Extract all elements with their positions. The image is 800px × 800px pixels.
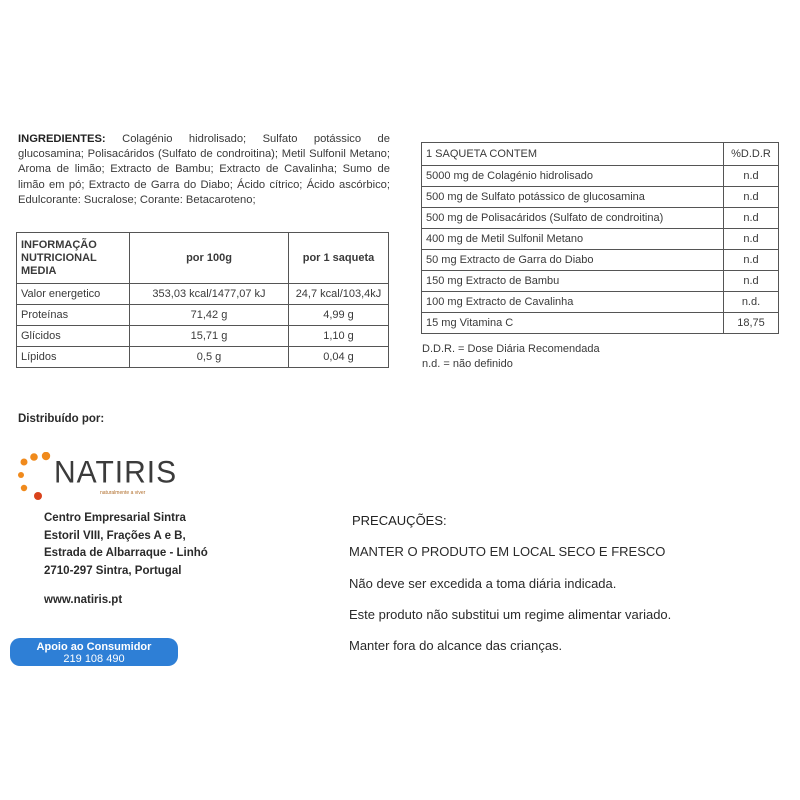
table-row (17, 347, 389, 368)
table-row (422, 187, 779, 208)
table-row (422, 250, 779, 271)
precautions-title: PRECAUÇÕES: (352, 513, 447, 528)
sachet-item: 400 mg de Metil Sulfonil Metano (422, 229, 724, 250)
table-row (17, 326, 389, 347)
distributor-address (44, 510, 208, 580)
nutrient-per100: 0,5 g (130, 347, 289, 368)
sachet-header-dr: %D.D.R (724, 143, 779, 166)
precaution-line: Manter fora do alcance das crianças. (349, 638, 563, 653)
legend-ddr: D.D.R. = Dose Diária Recomendada (422, 343, 600, 355)
table-row (422, 229, 779, 250)
logo-dots-icon (18, 452, 58, 500)
sachet-item: 500 mg de Sulfato potássico de glucosamina (422, 187, 724, 208)
precaution-line: MANTER O PRODUTO EM LOCAL SECO E FRESCO (349, 544, 666, 559)
sachet-dr: n.d (724, 271, 779, 292)
legend-nd: n.d. = não definido (422, 358, 513, 370)
logo-tagline: naturalmente a viver (100, 490, 146, 496)
address-line: Centro Empresarial Sintra (44, 512, 186, 524)
sachet-item: 50 mg Extracto de Garra do Diabo (422, 250, 724, 271)
sachet-dr: n.d. (724, 292, 779, 313)
table-row (422, 208, 779, 229)
sachet-item: 500 mg de Polisacáridos (Sulfato de condroitina) (422, 208, 724, 229)
website-link[interactable]: www.natiris.pt (44, 594, 123, 606)
ingredients-label: INGREDIENTES: (18, 133, 106, 145)
nutrient-name: Proteínas (17, 305, 130, 326)
consumer-support-badge (10, 638, 178, 666)
address-line: Estrada de Albarraque - Linhó (44, 547, 208, 560)
distributed-by-label: Distribuído por: (18, 413, 105, 425)
nutrient-persachet: 0,04 g (289, 347, 389, 368)
sachet-dr: 18,75 (724, 313, 779, 334)
support-label: Apoio ao Consumidor (36, 641, 152, 653)
table-row (17, 284, 389, 305)
sachet-dr: n.d (724, 187, 779, 208)
nutrient-persachet: 1,10 g (289, 326, 389, 347)
sachet-item: 150 mg Extracto de Bambu (422, 271, 724, 292)
ingredients-text (18, 132, 390, 208)
table-row (422, 271, 779, 292)
sachet-dr: n.d (724, 250, 779, 271)
nutrient-name: Glícidos (17, 326, 130, 347)
address-line: 2710-297 Sintra, Portugal (44, 564, 182, 577)
sachet-legend (422, 342, 600, 372)
nutrient-persachet: 4,99 g (289, 305, 389, 326)
nutrient-name: Lípidos (17, 347, 130, 368)
sachet-header-row (422, 143, 779, 166)
nutrient-per100: 353,03 kcal/1477,07 kJ (130, 284, 289, 305)
nutrient-per100: 71,42 g (130, 305, 289, 326)
nutrition-header-persachet: por 1 saqueta (289, 233, 389, 284)
precaution-line: Este produto não substitui um regime alimentar variado. (349, 607, 672, 622)
nutrition-header-row (17, 233, 389, 284)
sachet-table (421, 142, 779, 334)
ingredients-list: Colagénio hidrolisado; Sulfato potássico de glucosamina; Polisacáridos (Sulfato de condroitina); Metil Sulfonil Metano; Aroma de limão; Extracto de Bambu; Extracto de Cavalinha; Sumo de limão em pó; Extracto de Garra do Diabo; Ácido cítrico; Ácido ascórbico; Edulcorante: Sucralose; Corante: Betacaroteno; (18, 133, 391, 206)
nutrient-per100: 15,71 g (130, 326, 289, 347)
nutrient-name: Valor energetico (17, 284, 130, 305)
address-line: Estoril VIII, Frações A e B, (44, 529, 186, 542)
logo-brand-text: NATIRIS (54, 455, 178, 490)
sachet-item: 15 mg Vitamina C (422, 313, 724, 334)
table-row (422, 313, 779, 334)
sachet-header-content: 1 SAQUETA CONTEM (422, 143, 724, 166)
natiris-logo (18, 452, 188, 500)
table-row (422, 166, 779, 187)
nutrition-header-info: INFORMAÇÃO NUTRICIONAL MEDIA (17, 233, 130, 284)
sachet-item: 100 mg Extracto de Cavalinha (422, 292, 724, 313)
nutrition-table (16, 232, 389, 368)
sachet-dr: n.d (724, 166, 779, 187)
nutrient-persachet: 24,7 kcal/103,4kJ (289, 284, 389, 305)
sachet-dr: n.d (724, 208, 779, 229)
sachet-item: 5000 mg de Colagénio hidrolisado (422, 166, 724, 187)
precaution-line: Não deve ser excedida a toma diária indicada. (349, 576, 617, 591)
table-row (422, 292, 779, 313)
support-phone: 219 108 490 (63, 653, 125, 665)
nutrition-header-per100: por 100g (130, 233, 289, 284)
table-row (17, 305, 389, 326)
sachet-dr: n.d (724, 229, 779, 250)
